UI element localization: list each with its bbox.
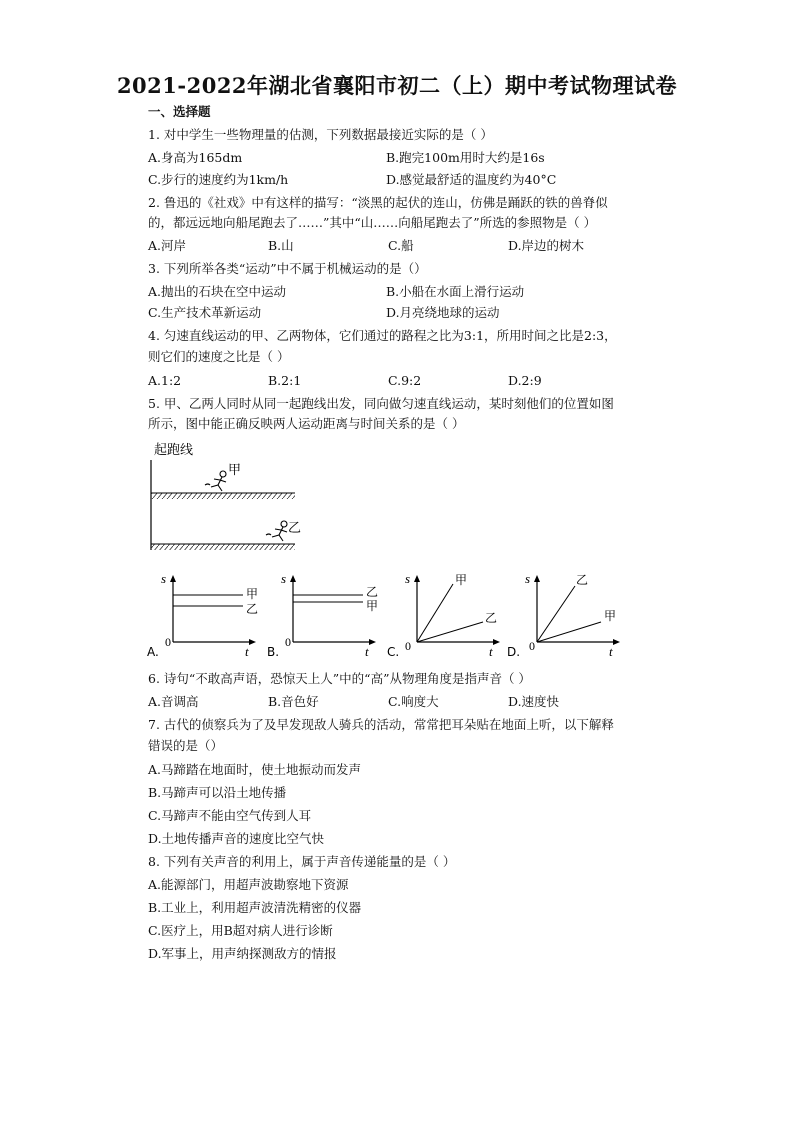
question-7-option-d: D.土地传播声音的速度比空气快 [148, 831, 325, 846]
graph-c-upper-label: 甲 [455, 573, 468, 587]
graph-b-upper-label: 乙 [366, 585, 379, 599]
question-8-option-d: D.军事上，用声纳探测敌方的情报 [148, 946, 337, 961]
question-8-option-a: A.能源部门，用超声波勘察地下资源 [148, 877, 349, 892]
graph-d-line-steep [537, 586, 575, 642]
question-1-option-c: C.步行的速度约为1km/h [148, 172, 289, 187]
question-3-option-b: B.小船在水面上滑行运动 [386, 284, 525, 299]
graph-c-s-label: s [405, 571, 411, 586]
question-4-stem-line2: 则它们的速度之比是（ ） [148, 349, 290, 364]
graph-option-b [265, 570, 385, 660]
question-1-stem: 1. 对中学生一些物理量的估测，下列数据最接近实际的是（ ） [148, 127, 493, 142]
question-2-stem-line1: 2. 鲁迅的《社戏》中有这样的描写：“淡黑的起伏的连山，仿佛是踊跃的铁的兽脊似 [148, 195, 608, 210]
question-4-option-c: C.9:2 [388, 373, 422, 388]
question-4-option-d: D.2:9 [508, 373, 542, 388]
question-4-stem-line1: 4. 匀速直线运动的甲、乙两物体，它们通过的路程之比为3:1，所用时间之比是2:3， [148, 328, 617, 343]
graph-d-s-arrow [534, 575, 540, 582]
question-8-stem: 8. 下列有关声音的利用上，属于声音传递能量的是（ ） [148, 854, 456, 869]
graph-c-t-label: t [489, 644, 493, 659]
question-1-option-d: D.感觉最舒适的温度约为40°C [386, 172, 557, 187]
graph-c-lower-label: 乙 [485, 611, 498, 625]
graph-d-t-label: t [609, 644, 613, 659]
question-4-option-b: B.2:1 [268, 373, 302, 388]
question-4-option-a: A.1:2 [148, 373, 182, 388]
question-7-option-a: A.马蹄踏在地面时，使土地振动而发声 [148, 762, 362, 777]
question-6-option-b: B.音色好 [268, 694, 319, 709]
graph-b-t-label: t [365, 644, 369, 659]
question-5-stem-line1: 5. 甲、乙两人同时从同一起跑线出发，同向做匀速直线运动，某时刻他们的位置如图 [148, 396, 614, 411]
question-6-option-c: C.响度大 [388, 694, 439, 709]
question-7-stem-line2: 错误的是（） [148, 738, 224, 753]
question-2-option-c: C.船 [388, 238, 414, 253]
graph-b-origin: 0 [285, 635, 291, 649]
race-track-figure [148, 438, 300, 558]
graph-b-s-label: s [281, 571, 287, 586]
graph-b-t-arrow [369, 639, 376, 645]
graph-a-upper-label: 甲 [246, 587, 259, 601]
graph-d-origin: 0 [529, 639, 535, 653]
runner-a-label: 甲 [228, 463, 242, 478]
question-8-option-c: C.医疗上，用B超对病人进行诊断 [148, 923, 333, 938]
graph-a-letter: A. [147, 645, 159, 659]
graph-a-s-label: s [161, 571, 167, 586]
runner-b-label: 乙 [288, 521, 302, 536]
graph-c-t-arrow [493, 639, 500, 645]
graph-option-d [505, 570, 630, 660]
graph-a-t-label: t [245, 644, 249, 659]
question-3-option-c: C.生产技术革新运动 [148, 305, 262, 320]
lane-divider-bottom [151, 544, 295, 550]
section-heading: 一、选择题 [148, 104, 211, 119]
graph-d-line-shallow [537, 622, 601, 642]
graph-d-s-label: s [525, 571, 531, 586]
graph-d-letter: D. [507, 645, 521, 659]
graph-c-letter: C. [387, 645, 400, 659]
question-6-option-d: D.速度快 [508, 694, 560, 709]
graph-c-s-arrow [414, 575, 420, 582]
question-3-option-a: A.抛出的石块在空中运动 [148, 284, 287, 299]
start-line-label: 起跑线 [154, 443, 194, 458]
graph-d-upper-label: 乙 [576, 573, 589, 587]
graph-a-s-arrow [170, 575, 176, 582]
question-1-option-b: B.跑完100m用时大约是16s [386, 150, 545, 165]
graph-option-c [385, 570, 505, 660]
question-3-option-d: D.月亮绕地球的运动 [386, 305, 500, 320]
graph-c-line-steep [417, 584, 453, 642]
exam-title: 2021-2022年湖北省襄阳市初二（上）期中考试物理试卷 [116, 73, 678, 98]
question-3-stem: 3. 下列所举各类“运动”中不属于机械运动的是（） [148, 261, 427, 276]
question-2-stem-line2: 的，都远远地向船尾跑去了……”其中“山……向船尾跑去了”所选的参照物是（ ） [148, 215, 597, 230]
lane-divider-top [151, 493, 295, 499]
graph-c-origin: 0 [405, 639, 411, 653]
question-7-stem-line1: 7. 古代的侦察兵为了及早发现敌人骑兵的活动，常常把耳朵贴在地面上听，以下解释 [148, 717, 614, 732]
graph-option-a [145, 570, 265, 660]
graph-c-line-shallow [417, 622, 483, 642]
graph-d-t-arrow [613, 639, 620, 645]
question-2-option-d: D.岸边的树木 [508, 238, 585, 253]
question-6-stem: 6. 诗句“不敢高声语，恐惊天上人”中的“高”从物理角度是指声音（ ） [148, 671, 531, 686]
question-7-option-c: C.马蹄声不能由空气传到人耳 [148, 808, 312, 823]
graph-a-origin: 0 [165, 635, 171, 649]
graph-a-t-arrow [249, 639, 256, 645]
question-5-stem-line2: 所示，图中能正确反映两人运动距离与时间关系的是（ ） [148, 416, 465, 431]
question-2-option-a: A.河岸 [148, 238, 187, 253]
graph-a-lower-label: 乙 [246, 602, 259, 616]
question-2-option-b: B.山 [268, 238, 294, 253]
graph-b-s-arrow [290, 575, 296, 582]
question-6-option-a: A.音调高 [148, 694, 199, 709]
graph-b-letter: B. [267, 645, 280, 659]
graph-d-lower-label: 甲 [604, 609, 617, 623]
runner-a-icon [205, 471, 226, 491]
graph-b-lower-label: 甲 [366, 599, 379, 613]
question-7-option-b: B.马蹄声可以沿土地传播 [148, 785, 287, 800]
runner-b-icon [266, 521, 287, 541]
question-8-option-b: B.工业上，利用超声波清洗精密的仪器 [148, 900, 362, 915]
question-1-option-a: A.身高为165dm [148, 150, 243, 165]
